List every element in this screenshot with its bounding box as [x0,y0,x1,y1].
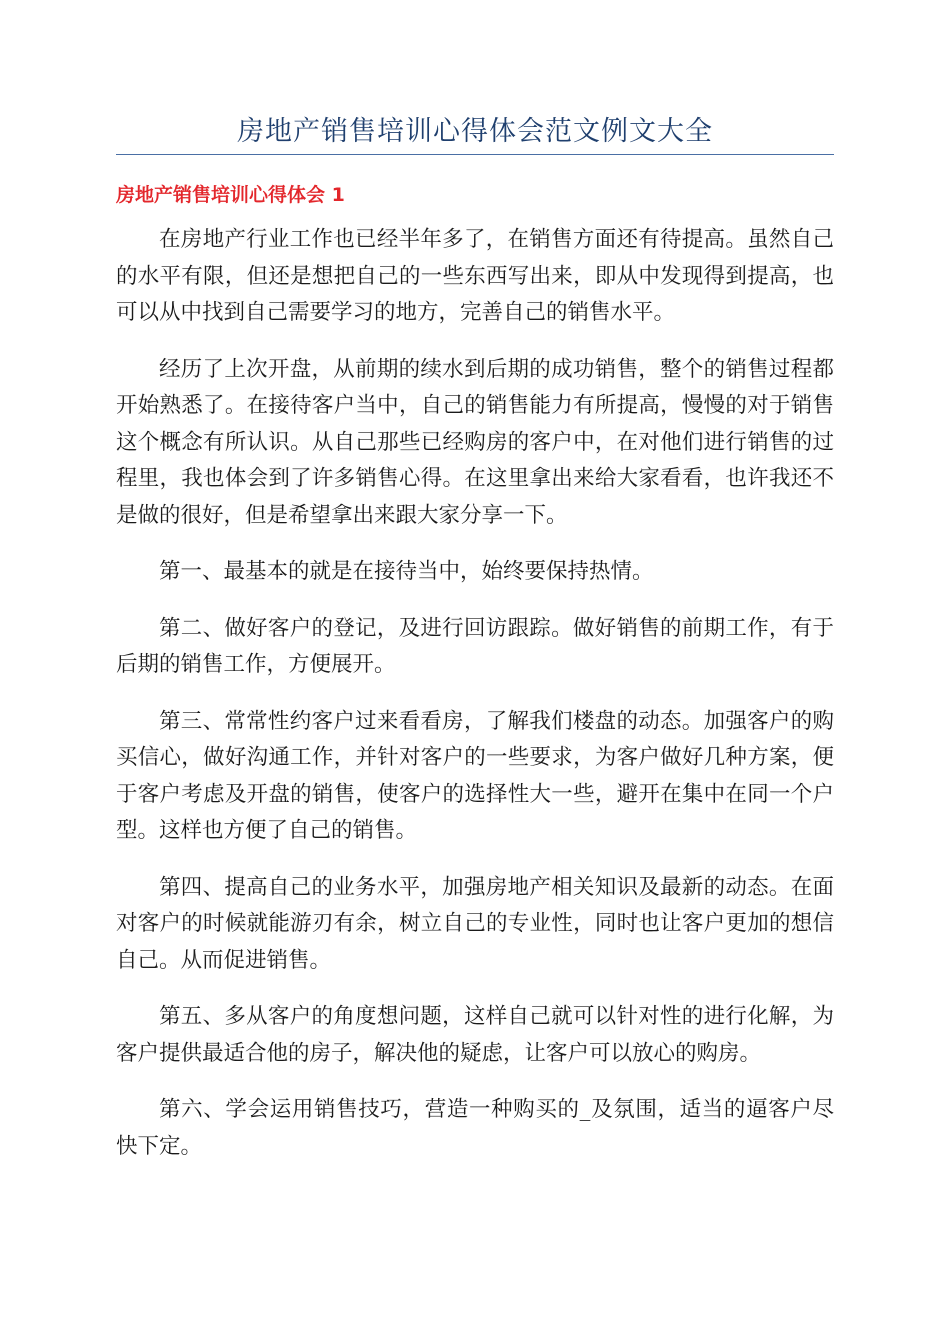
section-heading: 房地产销售培训心得体会 1 [116,184,345,206]
paragraph: 第三、常常性约客户过来看看房，了解我们楼盘的动态。加强客户的购买信心，做好沟通工作，并针对客户的一些要求，为客户做好几种方案，便于客户考虑及开盘的销售，使客户的选择性大一些，避开在集中在同一个户型。这样也方便了自己的销售。 [116,708,834,843]
paragraph: 在房地产行业工作也已经半年多了，在销售方面还有待提高。虽然自己的水平有限，但还是想把自己的一些东西写出来，即从中发现得到提高，也可以从中找到自己需要学习的地方，完善自己的销售水平。 [116,227,834,325]
paragraph: 第一、最基本的就是在接待当中，始终要保持热情。 [159,559,654,584]
paragraph: 第五、多从客户的角度想问题，这样自己就可以针对性的进行化解，为客户提供最适合他的房子，解决他的疑虑，让客户可以放心的购房。 [116,1004,834,1066]
paragraph: 第六、学会运用销售技巧，营造一种购买的_及氛围，适当的逼客户尽快下定。 [116,1097,834,1159]
document-body [116,222,834,1185]
paragraph: 第四、提高自己的业务水平，加强房地产相关知识及最新的动态。在面对客户的时候就能游刃有余，树立自己的专业性，同时也让客户更加的想信自己。从而促进销售。 [116,874,834,973]
paragraph: 第二、做好客户的登记，及进行回访跟踪。做好销售的前期工作，有于后期的销售工作，方便展开。 [116,615,834,677]
paragraph: 经历了上次开盘，从前期的续水到后期的成功销售，整个的销售过程都开始熟悉了。在接待客户当中，自己的销售能力有所提高，慢慢的对于销售这个概念有所认识。从自己那些已经购房的客户中，在对他们进行销售的过程里，我也体会到了许多销售心得。在这里拿出来给大家看看，也许我还不是做的很好，但是希望拿出来跟大家分享一下。 [116,356,834,528]
document-title: 房地产销售培训心得体会范文例文大全 [237,116,713,147]
title-underline [116,154,834,155]
